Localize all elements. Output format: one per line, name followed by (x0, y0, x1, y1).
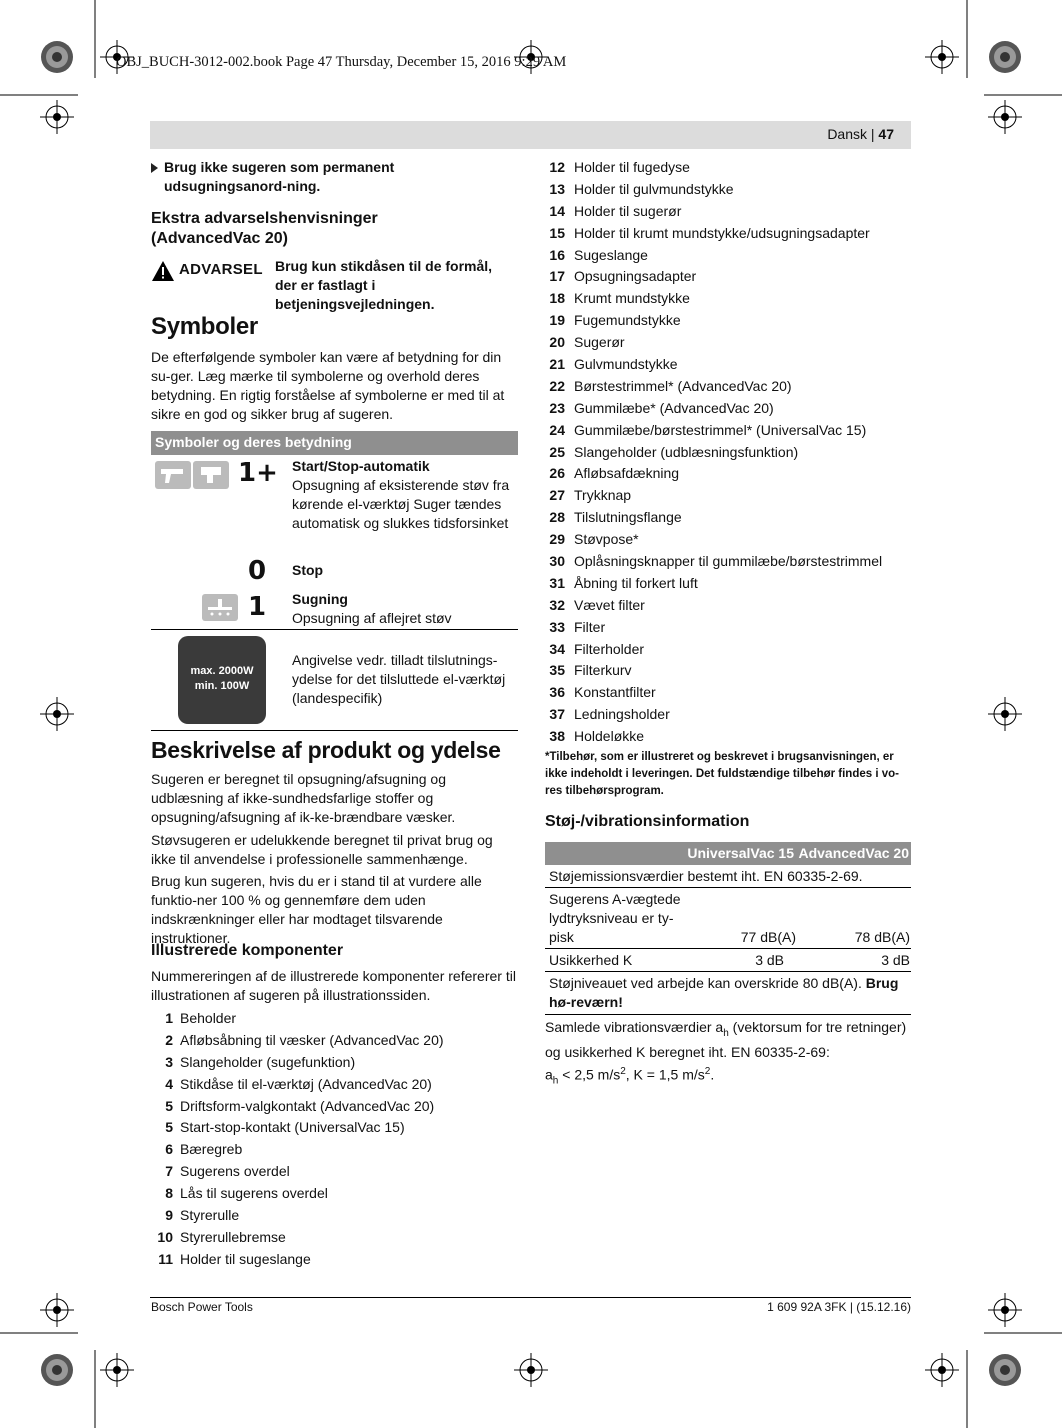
symbol-auto-desc (292, 457, 517, 533)
page-header (827, 126, 894, 142)
component-label: Åbning til forkert luft (574, 574, 698, 591)
noise-rule-4 (545, 1014, 911, 1015)
component-number: 20 (549, 334, 565, 351)
vibration-line-1a: Samlede vibrationsværdier a (545, 1019, 724, 1035)
list-item (545, 552, 911, 574)
noise-table-header (545, 842, 911, 865)
vibration-sup-1: 2 (620, 1065, 626, 1077)
component-number: 19 (549, 312, 565, 329)
list-item (545, 246, 911, 268)
component-number: 35 (549, 662, 565, 679)
component-number: 4 (165, 1075, 173, 1092)
component-label: Børstestrimmel* (AdvancedVac 20) (574, 377, 792, 394)
list-item (151, 1162, 521, 1184)
uncertainty-label: Usikkerhed K (549, 952, 633, 968)
component-number: 31 (549, 574, 565, 591)
component-number: 24 (549, 421, 565, 438)
component-label: Bæregreb (180, 1141, 243, 1158)
footer-doc-number: 1 609 92A 3FK | (15.12.16) (767, 1300, 911, 1314)
table-divider (151, 629, 518, 630)
list-item (151, 1009, 521, 1031)
component-number: 27 (549, 487, 565, 504)
list-item (545, 224, 911, 246)
list-item (545, 202, 911, 224)
vibration-sup-2: 2 (704, 1065, 711, 1077)
list-item (545, 727, 911, 749)
vibration-value: < 2,5 m/s (558, 1066, 621, 1083)
component-label: Holder til krumt mundstykke/udsugningsadapter (574, 224, 870, 241)
component-label: Sugerens overdel (180, 1163, 290, 1180)
component-number: 28 (549, 509, 565, 526)
component-number: 9 (165, 1207, 173, 1224)
component-number: 1 (165, 1010, 173, 1026)
list-item (545, 333, 911, 355)
socket-rating-icon (178, 636, 266, 724)
socket-rating-min: min. 100W (194, 680, 250, 692)
print-slug: OBJ_BUCH-3012-002.book Page 47 Thursday, December 15, 2016 9:29 AM (116, 54, 567, 70)
component-label: Ledningsholder (574, 706, 670, 723)
list-item (151, 1075, 521, 1097)
socket-rating-text: Angivelse vedr. tilladt tilslutnings-ydelse for det tilsluttede el-værktøj (landespecifik) (292, 652, 506, 706)
components-title: Illustrerede komponenter (151, 942, 344, 959)
symbol-auto-text: Opsugning af eksisterende støv fra kørende el-værktøj Suger tændes automatisk og slukkes tidsforsinket (292, 477, 510, 531)
list-item (545, 399, 911, 421)
symbol-stop-title: Stop (292, 562, 324, 578)
list-item (545, 705, 911, 727)
list-item (151, 1097, 521, 1119)
component-label: Gulvmundstykke (574, 356, 678, 373)
component-number: 26 (549, 465, 565, 482)
component-label: Sugerør (574, 334, 625, 351)
warning-label: ADVARSEL (179, 261, 263, 278)
vibration-line-1b: (vektorsum for tre retninger) (728, 1019, 907, 1035)
vibration-sub-2: h (552, 1075, 559, 1087)
component-number: 6 (165, 1141, 173, 1158)
symbol-stop-code: 0 (248, 556, 267, 586)
bullet-text: Brug ikke sugeren som permanent udsugningsanord-ning. (164, 159, 395, 194)
symbol-suction-text: Opsugning af aflejret støv (292, 610, 452, 626)
list-item (545, 289, 911, 311)
component-label: Krumt mundstykke (574, 290, 690, 307)
list-item (545, 443, 911, 465)
list-item (545, 661, 911, 683)
symbols-table-header (151, 431, 518, 455)
product-paragraph-1: Sugeren er beregnet til opsugning/afsugning og udblæsning af ikke-sundhedsfarlige stoffer og opsugning/afsugning af ik-ke-brændbare væsker. (151, 771, 456, 825)
component-label: Styrerullebremse (180, 1228, 286, 1245)
hearing-warning (549, 974, 911, 1012)
component-number: 13 (549, 180, 565, 197)
list-item (151, 1031, 521, 1053)
noise-emission-row: Støjemissionsværdier bestemt iht. EN 60335-2-69. (549, 868, 863, 884)
component-number: 16 (549, 246, 565, 263)
warning-text: Brug kun stikdåsen til de formål, der er fastlagt i betjeningsvejledningen. (275, 258, 493, 312)
component-label: Filterholder (574, 640, 645, 657)
component-number: 15 (549, 224, 565, 241)
components-list-left (151, 1009, 521, 1272)
list-item (545, 640, 911, 662)
component-label: Holder til sugerør (574, 202, 682, 219)
noise-rule-3 (545, 971, 911, 972)
vibration-a: a (545, 1066, 553, 1083)
hearing-protection-note: Brug hø-reværn! (549, 975, 899, 1010)
component-number: 34 (549, 640, 565, 657)
component-label: Gummilæbe* (AdvancedVac 20) (574, 399, 774, 416)
product-paragraph-3: Brug kun sugeren, hvis du er i stand til at vurdere alle funktio-ner 100 % og gennemføre dem uden indskrænkninger eller har modtaget tilsvarende instruktioner. (151, 873, 482, 946)
component-number: 17 (549, 268, 565, 285)
component-label: Gummilæbe/børstestrimmel* (UniversalVac 15) (574, 421, 867, 438)
component-number: 5 (165, 1119, 173, 1136)
list-item (545, 530, 911, 552)
component-number: 23 (549, 399, 565, 416)
header-language: Dansk (827, 126, 867, 142)
component-label: Driftsform-valgkontakt (AdvancedVac 20) (180, 1097, 435, 1114)
component-label: Slangeholder (sugefunktion) (180, 1053, 356, 1070)
component-label: Tilslutningsflange (574, 509, 682, 526)
power-tool-icon (155, 461, 191, 489)
uncertainty-advanced: 3 dB (881, 952, 910, 968)
list-item (545, 596, 911, 618)
list-item (151, 1250, 521, 1272)
noise-rule-2 (545, 948, 911, 949)
component-number: 29 (549, 531, 565, 548)
component-label: Beholder (180, 1010, 237, 1026)
components-list-right (545, 158, 911, 749)
component-label: Start-stop-kontakt (UniversalVac 15) (180, 1119, 405, 1136)
table-bottom-rule (151, 730, 518, 731)
component-label: Afløbsafdækning (574, 465, 680, 482)
list-item (545, 355, 911, 377)
symbol-suction-code: 1 (248, 592, 267, 622)
uncertainty-universal: 3 dB (755, 952, 784, 968)
component-number: 36 (549, 684, 565, 701)
component-label: Sugeslange (574, 246, 648, 263)
list-item (151, 1140, 521, 1162)
list-item (545, 508, 911, 530)
warning-badge (151, 260, 264, 282)
list-item (545, 574, 911, 596)
list-item (151, 1118, 521, 1140)
bullet-arrow-icon (151, 163, 158, 173)
components-intro: Nummereringen af de illustrerede komponenter refererer til illustrationen af sugeren på illustrationssiden. (151, 968, 516, 1003)
suction-icon (202, 594, 238, 621)
product-title: Beskrivelse af produkt og ydelse (151, 737, 501, 763)
vacuum-connect-icon (193, 461, 229, 489)
auto-mode-icons (155, 461, 230, 489)
col-advancedvac: AdvancedVac 20 (798, 845, 909, 861)
footer-brand: Bosch Power Tools (151, 1300, 253, 1314)
extra-warnings-heading: Ekstra advarselshenvisninger (AdvancedVac 20) (151, 210, 378, 247)
component-label: Opsugningsadapter (574, 268, 697, 285)
vibration-info (545, 1018, 911, 1090)
component-number: 12 (549, 159, 565, 175)
list-item (545, 158, 911, 180)
vibration-k: , K = 1,5 m/s (625, 1066, 705, 1083)
list-item (545, 486, 911, 508)
noise-level-label: Sugerens A-vægtede lydtryksniveau er ty-pisk (549, 891, 681, 945)
col-universalvac: UniversalVac 15 (687, 845, 794, 861)
component-number: 33 (549, 618, 565, 635)
noise-level-advanced: 78 dB(A) (854, 929, 910, 945)
component-label: Holder til fugedyse (574, 159, 690, 175)
component-number: 32 (549, 596, 565, 613)
component-number: 21 (549, 356, 565, 373)
component-label: Filterkurv (574, 662, 632, 679)
component-number: 14 (549, 202, 565, 219)
list-item (151, 1228, 521, 1250)
vibration-sub-1: h (723, 1027, 729, 1039)
header-separator: | (867, 126, 879, 142)
component-number: 11 (158, 1250, 173, 1267)
component-number: 30 (549, 553, 565, 570)
component-label: Støvpose* (574, 531, 639, 548)
component-number: 2 (165, 1031, 173, 1048)
noise-rule-1 (545, 887, 911, 888)
page-number: 47 (878, 126, 894, 142)
socket-rating-max: max. 2000W (190, 665, 254, 677)
vibration-end: . (710, 1066, 715, 1083)
component-label: Holdeløkke (574, 728, 645, 745)
component-number: 38 (549, 728, 565, 745)
component-number: 3 (165, 1053, 173, 1070)
list-item (545, 377, 911, 399)
list-item (545, 618, 911, 640)
list-item (545, 464, 911, 486)
component-label: Fugemundstykke (574, 312, 681, 329)
product-paragraph-2: Støvsugeren er udelukkende beregnet til privat brug og ikke til anvendelse i professionelle sammenhænge. (151, 832, 493, 867)
component-label: Afløbsåbning til væsker (AdvancedVac 20) (180, 1031, 444, 1048)
component-number: 37 (549, 706, 565, 723)
component-label: Filter (574, 618, 606, 635)
symbol-auto-code: 1+ (238, 458, 278, 488)
list-item (151, 1206, 521, 1228)
footer-rule (150, 1297, 911, 1298)
list-item (545, 421, 911, 443)
component-label: Lås til sugerens overdel (180, 1185, 328, 1202)
symbols-intro: De efterfølgende symboler kan være af betydning for din su-ger. Læg mærke til symbolerne og overhold deres betydning. En rigtig forståelse af symbolerne er med til at sikre en god og sikker brug af sugeren. (151, 349, 505, 422)
component-label: Trykknap (574, 487, 632, 504)
component-number: 22 (549, 377, 565, 394)
list-item (545, 180, 911, 202)
component-number: 7 (165, 1163, 173, 1180)
component-label: Vævet filter (574, 596, 645, 613)
component-label: Styrerulle (180, 1207, 240, 1224)
list-item (545, 683, 911, 705)
component-number: 25 (549, 443, 565, 460)
symbol-suction-desc (292, 590, 517, 628)
header-bar (150, 121, 911, 149)
component-label: Oplåsningsknapper til gummilæbe/børstestrimmel (574, 553, 883, 570)
hearing-warning-text: Støjniveauet ved arbejde kan overskride 80 dB(A). (549, 975, 862, 991)
symbols-title: Symboler (151, 313, 258, 340)
symbol-auto-title: Start/Stop-automatik (292, 458, 430, 474)
component-label: Holder til gulvmundstykke (574, 180, 734, 197)
vibration-line-2: og usikkerhed K beregnet iht. EN 60335-2-69: (545, 1043, 830, 1060)
component-number: 5 (165, 1097, 173, 1114)
component-number: 10 (157, 1228, 173, 1245)
list-item (545, 311, 911, 333)
component-number: 8 (165, 1185, 173, 1202)
symbols-table-header-text: Symboler og deres betydning (155, 434, 352, 450)
component-label: Holder til sugeslange (180, 1250, 311, 1267)
symbol-suction-title: Sugning (292, 591, 348, 607)
component-label: Stikdåse til el-værktøj (AdvancedVac 20) (180, 1075, 432, 1092)
list-item (151, 1053, 521, 1075)
bullet-item (151, 158, 521, 196)
noise-title: Støj-/vibrationsinformation (545, 813, 750, 830)
component-label: Konstantfilter (574, 684, 656, 701)
list-item (545, 267, 911, 289)
list-item (151, 1184, 521, 1206)
component-number: 18 (549, 290, 565, 307)
noise-level-universal: 77 dB(A) (740, 929, 796, 945)
accessory-footnote: *Tilbehør, som er illustreret og beskrevet i brugsanvisningen, er ikke indeholdt i leveringen. Det fuldstændige tilbehør findes i vo-res tilbehørsprogram. (545, 751, 899, 797)
component-label: Slangeholder (udblæsningsfunktion) (574, 443, 799, 460)
